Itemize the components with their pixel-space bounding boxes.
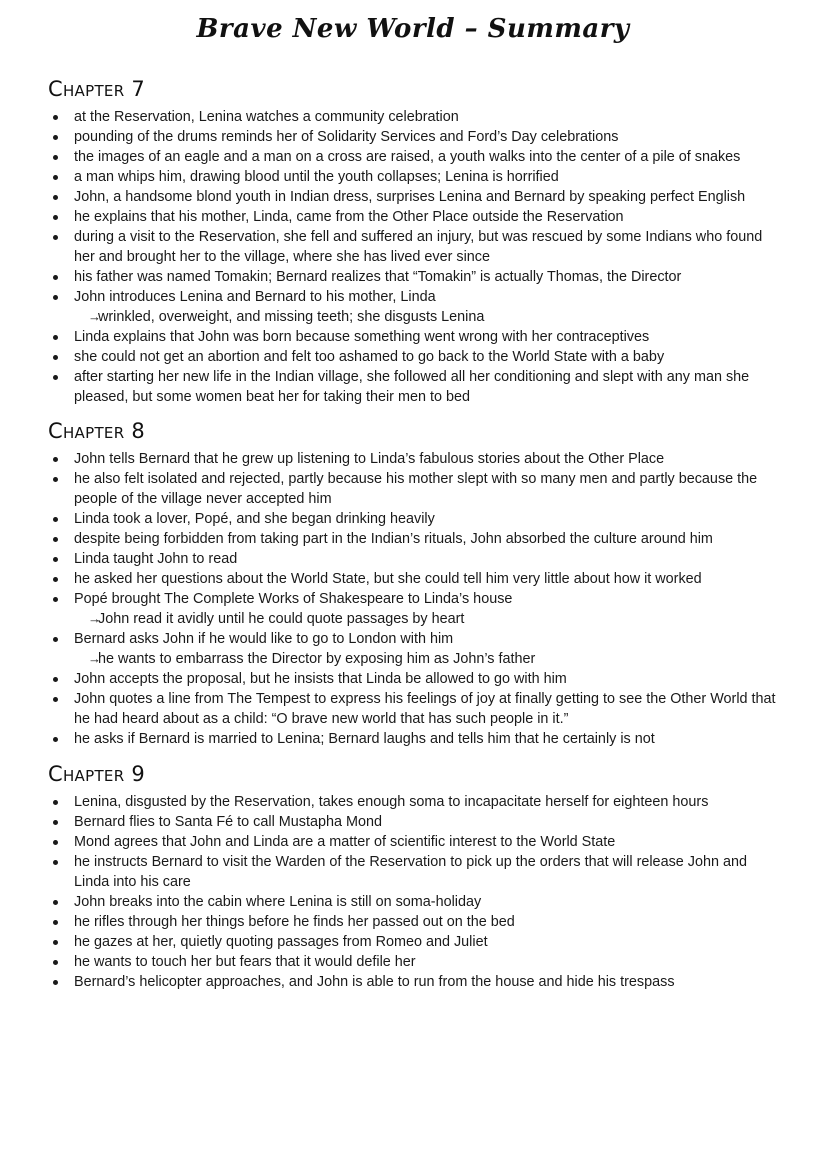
chapter-heading: Chapter 9 <box>48 762 146 786</box>
list-item <box>48 549 778 569</box>
bullet-list <box>48 449 778 749</box>
list-item-text: his father was named Tomakin; Bernard realizes that “Tomakin” is actually Thomas, the Director <box>74 269 682 285</box>
list-item-text: despite being forbidden from taking part in the Indian’s rituals, John absorbed the culture around him <box>74 531 713 547</box>
list-item <box>48 892 778 912</box>
list-item-text: wrinkled, overweight, and missing teeth; she disgusts Lenina <box>98 309 485 325</box>
list-item-text: he instructs Bernard to visit the Warden of the Reservation to pick up the orders that will release John and Linda into his care <box>74 854 747 890</box>
list-item <box>48 207 778 227</box>
list-item-text: Linda taught John to read <box>74 551 238 567</box>
bullet-list <box>48 792 778 992</box>
list-item-text: the images of an eagle and a man on a cross are raised, a youth walks into the center of a pile of snakes <box>74 149 741 165</box>
bullet-list <box>48 107 778 407</box>
list-item <box>48 127 778 147</box>
list-item-text: John introduces Lenina and Bernard to his mother, Linda <box>74 289 436 305</box>
list-item <box>48 187 778 207</box>
list-item <box>48 669 778 689</box>
sub-list-item <box>48 307 778 327</box>
list-item-text: Lenina, disgusted by the Reservation, takes enough soma to incapacitate herself for eighteen hours <box>74 794 709 810</box>
list-item <box>48 792 778 812</box>
list-item <box>48 832 778 852</box>
list-item-text: Bernard flies to Santa Fé to call Mustapha Mond <box>74 814 382 830</box>
list-item-text: he gazes at her, quietly quoting passages from Romeo and Juliet <box>74 934 488 950</box>
sub-list-item <box>48 649 778 669</box>
list-item-text: he wants to touch her but fears that it would defile her <box>74 954 416 970</box>
list-item-text: Bernard’s helicopter approaches, and John is able to run from the house and hide his trespass <box>74 974 675 990</box>
list-item-text: pounding of the drums reminds her of Solidarity Services and Ford’s Day celebrations <box>74 129 619 145</box>
list-item-text: Bernard asks John if he would like to go to London with him <box>74 631 454 647</box>
list-item-text: at the Reservation, Lenina watches a community celebration <box>74 109 459 125</box>
list-item <box>48 852 778 892</box>
chapter-8-section <box>48 413 778 749</box>
document-title: Brave New World – Summary <box>196 14 630 44</box>
chapter-heading: Chapter 8 <box>48 419 146 443</box>
arrow-right-icon: → <box>88 611 101 626</box>
list-item <box>48 147 778 167</box>
arrow-right-icon: → <box>88 651 101 666</box>
list-item-text: John tells Bernard that he grew up listening to Linda’s fabulous stories about the Other Place <box>74 451 665 467</box>
list-item-text: John read it avidly until he could quote passages by heart <box>98 611 465 627</box>
list-item-text: he rifles through her things before he finds her passed out on the bed <box>74 914 515 930</box>
list-item <box>48 589 778 609</box>
list-item-text: he wants to embarrass the Director by exposing him as John’s father <box>98 651 536 667</box>
list-item-text: he asked her questions about the World State, but she could tell him very little about how it worked <box>74 571 702 587</box>
list-item-text: John, a handsome blond youth in Indian dress, surprises Lenina and Bernard by speaking perfect English <box>74 189 746 205</box>
list-item <box>48 227 778 267</box>
list-item <box>48 812 778 832</box>
chapter-heading: Chapter 7 <box>48 77 146 101</box>
list-item-text: John quotes a line from The Tempest to express his feelings of joy at finally getting to see the Other World that he had heard about as a child: “O brave new world that has such people in it.” <box>74 691 776 727</box>
list-item-text: after starting her new life in the Indian village, she followed all her conditioning and slept with any man she pleased, but some women beat her for taking their men to bed <box>74 369 750 405</box>
list-item <box>48 912 778 932</box>
list-item-text: he asks if Bernard is married to Lenina; Bernard laughs and tells him that he certainly is not <box>74 731 655 747</box>
chapter-7-section <box>48 71 778 407</box>
list-item-text: Linda took a lover, Popé, and she began drinking heavily <box>74 511 435 527</box>
list-item <box>48 972 778 992</box>
list-item <box>48 347 778 367</box>
list-item-text: John accepts the proposal, but he insists that Linda be allowed to go with him <box>74 671 567 687</box>
list-item-text: John breaks into the cabin where Lenina is still on soma-holiday <box>74 894 482 910</box>
sub-list-item <box>48 609 778 629</box>
list-item <box>48 629 778 649</box>
list-item <box>48 327 778 347</box>
list-item-text: she could not get an abortion and felt too ashamed to go back to the World State with a baby <box>74 349 665 365</box>
list-item <box>48 932 778 952</box>
list-item-text: Linda explains that John was born because something went wrong with her contraceptives <box>74 329 650 345</box>
list-item-text: Popé brought The Complete Works of Shakespeare to Linda’s house <box>74 591 513 607</box>
list-item <box>48 107 778 127</box>
list-item <box>48 449 778 469</box>
arrow-right-icon: → <box>88 309 101 324</box>
list-item-text: he also felt isolated and rejected, partly because his mother slept with so many men and partly because the people of the village never accepted him <box>74 471 758 507</box>
chapter-9-section <box>48 756 778 992</box>
list-item <box>48 689 778 729</box>
list-item <box>48 529 778 549</box>
list-item <box>48 729 778 749</box>
list-item <box>48 167 778 187</box>
list-item <box>48 469 778 509</box>
list-item <box>48 569 778 589</box>
list-item-text: a man whips him, drawing blood until the youth collapses; Lenina is horrified <box>74 169 559 185</box>
list-item <box>48 509 778 529</box>
list-item-text: Mond agrees that John and Linda are a matter of scientific interest to the World State <box>74 834 616 850</box>
list-item <box>48 267 778 287</box>
list-item-text: during a visit to the Reservation, she fell and suffered an injury, but was rescued by some Indians who found her and brought her to the village, where she has lived ever since <box>74 229 763 265</box>
list-item <box>48 367 778 407</box>
list-item <box>48 952 778 972</box>
list-item-text: he explains that his mother, Linda, came from the Other Place outside the Reservation <box>74 209 624 225</box>
list-item <box>48 287 778 307</box>
